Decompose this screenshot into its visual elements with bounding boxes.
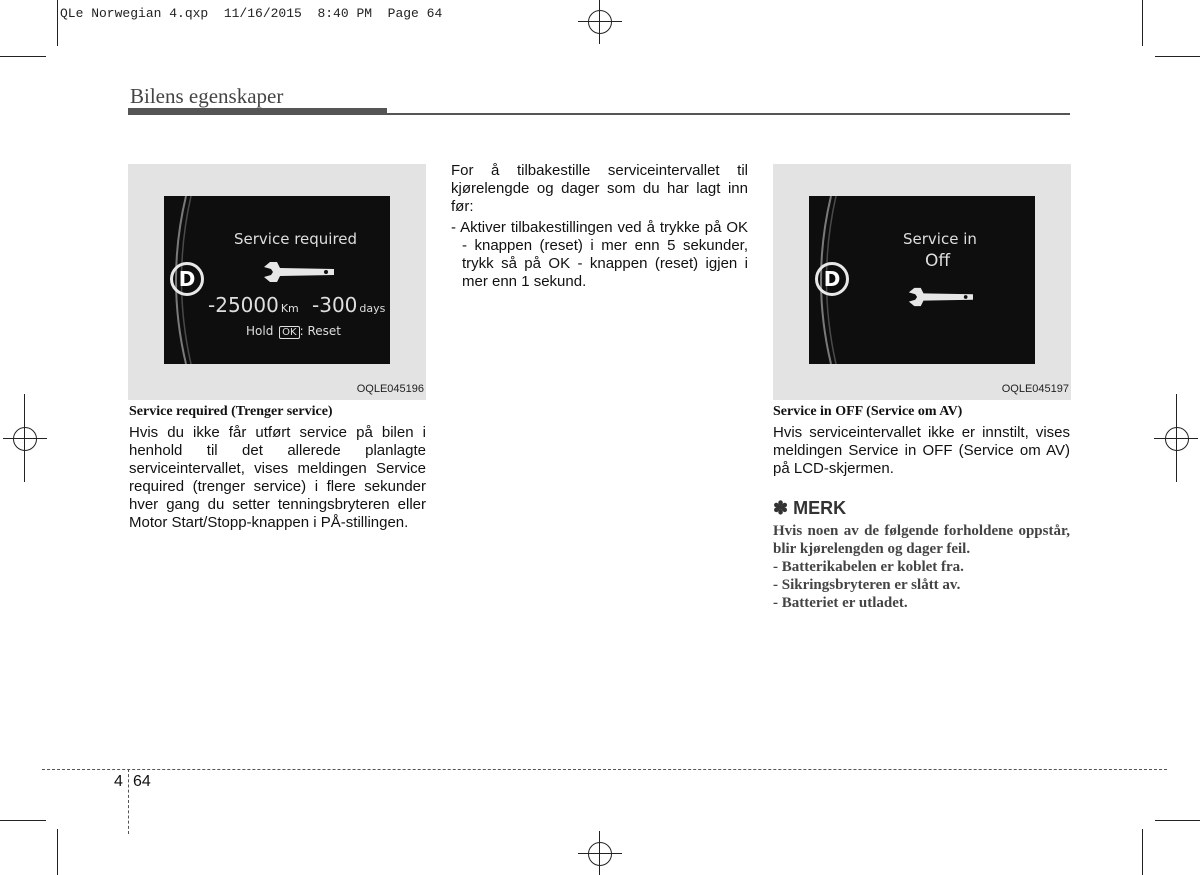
note-item: - Batterikabelen er koblet fra.: [773, 559, 964, 575]
reset-label: : Reset: [299, 324, 341, 338]
section-title: Bilens egenskaper: [130, 84, 284, 108]
figure-code: OQLE045197: [1001, 383, 1069, 395]
print-slug: QLe Norwegian 4.qxp 11/16/2015 8:40 PM Page 64: [60, 6, 443, 21]
service-off-heading: Service in OFF (Service om AV): [773, 404, 963, 419]
service-off-paragraph: Hvis serviceintervallet ikke er innstilt, vises meldingen Service in OFF (Service om AV) på LCD-skjermen.: [773, 424, 1070, 477]
hold-reset-hint: [246, 324, 341, 338]
service-required-paragraph: Hvis du ikke får utført service på bilen i henhold til det allerede planlagte serviceintervallet, vises meldingen Service required (trenger service) i flere sekunder hver gang du setter tenningsbryteren eller Motor Start/Stopp-knappen i PÅ-stillingen.: [129, 424, 426, 531]
note-title-text: MERK: [793, 498, 847, 518]
days-unit: days: [359, 302, 386, 315]
note-intro: Hvis noen av de følgende forholdene oppstår, blir kjørelengden og dager feil.: [773, 523, 1070, 557]
figure-code: OQLE045196: [356, 383, 424, 395]
hold-label: Hold: [246, 324, 274, 338]
distance-unit: Km: [280, 302, 299, 315]
screen-line-2: Off: [925, 251, 951, 271]
drive-mode-badge: D: [170, 262, 204, 296]
distance-number: -25000: [208, 293, 279, 317]
distance-value: [208, 293, 299, 317]
reset-intro: For å tilbakestille serviceintervallet til kjørelengde og dager som du har lagt inn før:: [451, 162, 748, 215]
note-symbol: ✽: [773, 498, 789, 518]
days-value: [312, 293, 385, 317]
lcd-screen: [809, 196, 1035, 364]
drive-mode-badge: D: [815, 262, 849, 296]
figure-service-required: [128, 164, 426, 400]
chapter-number: 4: [114, 773, 123, 790]
ok-key: OK: [279, 326, 299, 339]
screen-title: Service required: [234, 230, 358, 248]
page-number: 64: [133, 773, 151, 790]
note-item: - Batteriet er utladet.: [773, 595, 908, 611]
service-required-heading: Service required (Trenger service): [129, 404, 333, 419]
note-title: [773, 498, 846, 519]
wrench-icon: [260, 260, 336, 284]
figure-service-in-off: [773, 164, 1071, 400]
footer-rule: [42, 769, 1167, 770]
screen-line-1: Service in: [903, 230, 977, 248]
header-rule-thin: [387, 113, 1070, 115]
days-number: -300: [312, 293, 358, 317]
note-item: - Sikringsbryteren er slått av.: [773, 577, 961, 593]
wrench-icon: [905, 286, 975, 308]
reset-instruction: - Aktiver tilbakestillingen ved å trykke på OK - knappen (reset) i mer enn 5 sekunder, trykk så på OK - knappen (reset) igjen i mer enn 1 sekund.: [451, 219, 748, 290]
header-rule: [128, 108, 387, 115]
footer-divider: [128, 769, 129, 834]
lcd-screen: [164, 196, 390, 364]
